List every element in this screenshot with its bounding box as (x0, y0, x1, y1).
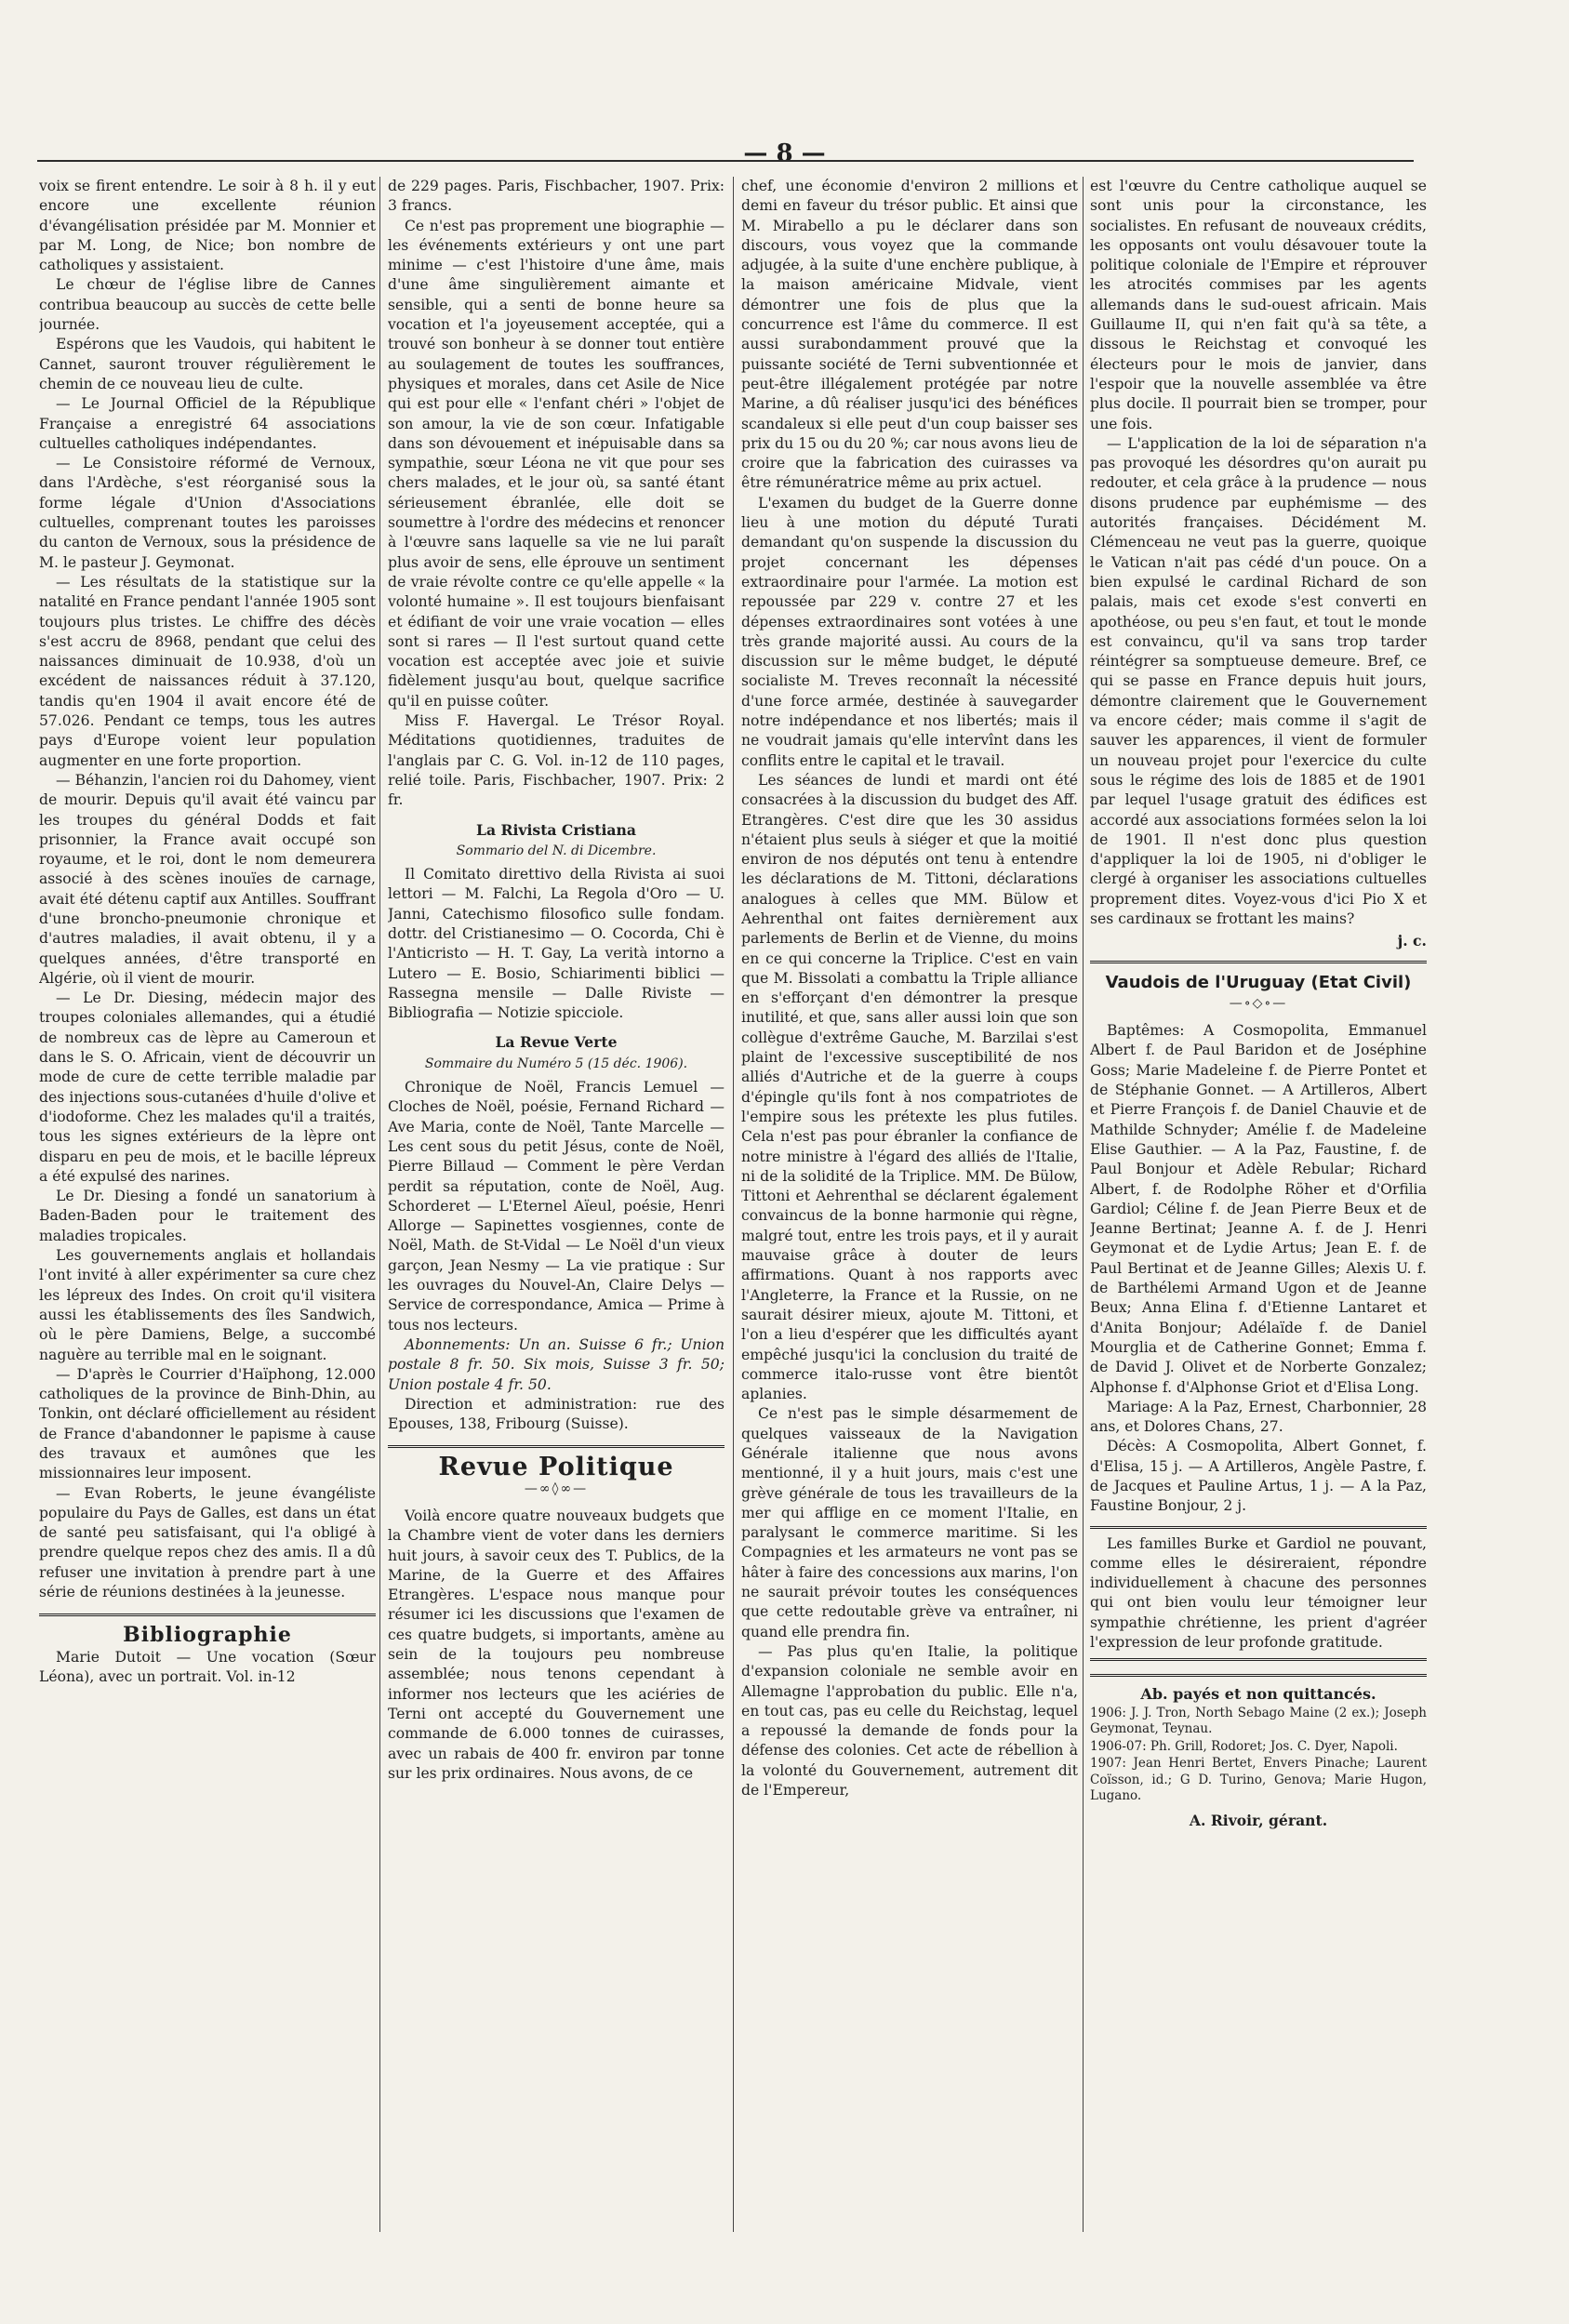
quittances-list (1090, 1706, 1427, 1805)
paragraph: — Le Consistoire réformé de Vernoux, dans l'Ardèche, s'est réorganisé sous la forme légale d'Union d'Associations cultuelles, comprenant toutes les paroisses du canton de Vernoux, sous la présidence de M. le pasteur J. Geymonat. (39, 455, 376, 571)
paragraph: Il Comitato direttivo della Rivista ai suoi lettori — M. Falchi, La Regola d'Oro — U. Janni, Catechismo filosofico sulle fondam. dottr. del Cristianesimo — O. Cocorda, Chi è l'Anticristo — H. T. Gay, La verità intorno a Lutero — E. Bosio, Schiarimenti biblici — Rassegna mensile — Dalle Riviste — Bibliografia — Notizie spicciole. (388, 866, 725, 1022)
paragraph: — Evan Roberts, le jeune évangéliste populaire du Pays de Galles, est dans un état de santé peu satisfaisant, qui l'a obligé à prendre quelque repos chez des amis. Il a dû refuser une invitation à prendre part à une série de réunions destinées à la jeunesse. (39, 1484, 376, 1601)
paragraph: Miss F. Havergal. Le Trésor Royal. Méditations quotidiennes, traduites de l'anglais par C. G. Vol. in-12 de 110 pages, relié toile. Paris, Fischbacher, 1907. Prix: 2 fr. (388, 712, 725, 809)
column-3 (741, 177, 1078, 2278)
deces-paragraph: Décès: A Cosmopolita, Albert Gonnet, f. d'Elisa, 15 j. — A Artilleros, Angèle Pastre, f. de Jacques et Pauline Artus, 1 j. — A la Paz, Faustine Bonjour, 2 j. (1090, 1438, 1427, 1515)
paragraph: — Le Dr. Diesing, médecin major des troupes coloniales allemandes, qui a étudié de nombreux cas de lèpre au Cameroun et dans le S. O. Africain, vient de découvrir un mode de cure de cette terrible maladie par des injections sous-cutanées d'huile d'olive et d'iodoforme. Chez les malades qu'il a traités, tous les signes extérieurs de la lèpre ont disparu en peu de mois, et le bacille lépreux a été expulsé des narines. (39, 989, 376, 1185)
quittance-entry: 1906: J. J. Tron, North Sebago Maine (2 ex.); Joseph Geymonat, Teynau. (1090, 1705, 1427, 1737)
paragraph: Abonnements: Un an. Suisse 6 fr.; Union postale 8 fr. 50. Six mois, Suisse 3 fr. 50; Union postale 4 fr. 50. (388, 1335, 725, 1393)
paragraph: de 229 pages. Paris, Fischbacher, 1907. Prix: 3 francs. (388, 178, 725, 215)
paragraph: — L'application de la loi de séparation n'a pas provoqué les désordres qu'on aurait pu redouter, et cela grâce à la prudence — nous disons prudence par euphémisme — des autorités françaises. Décidément M. Clémenceau ne veut pas la guerre, quoique le Vatican n'ait pas cédé d'un pouce. On a bien expulsé le cardinal Richard de son palais, mais cet exode s'est converti en apothéose, ou peu s'en faut, et tout le monde est convaincu, qu'il va sans trop tarder réintégrer sa somptueuse demeure. Bref, ce qui se passe en France depuis huit jours, démontre clairement que le Gouvernement va encore céder; mais comme il s'agit de sauver les apparences, il vient de formuler un nouveau projet pour l'exercice du culte sous le régime des lois de 1885 et de 1901 par lequel l'usage gratuit des édifices est accordé aux associations formées selon la loi de 1901. Il n'est donc plus question d'appliquer la loi de 1905, ni d'obliger le clergé à organiser les associations cultuelles proprement dites. Voyez-vous d'ici Pio X et ses cardinaux se frottant les mains? (1090, 434, 1427, 927)
column-divider (1083, 177, 1084, 2232)
ornament-divider: —∞◊∞— (524, 1481, 589, 1496)
signature: j. c. (1397, 932, 1427, 950)
header-rule (37, 160, 1414, 162)
paragraph: Le chœur de l'église libre de Cannes contribua beaucoup au succès de cette belle journée. (39, 276, 376, 334)
quittance-entry: 1906-07: Ph. Grill, Rodoret; Jos. C. Dyer, Napoli. (1090, 1738, 1398, 1754)
notice-box (1090, 1526, 1427, 1662)
bibliographie-title: Bibliographie (39, 1614, 376, 1645)
paragraph: Les séances de lundi et mardi ont été consacrées à la discussion du budget des Aff. Etrangères. C'est dire que les 30 assidus n'étaient plus seuls à siéger et que la moitié environ de nos députés ont tenu à entendre les déclarations de M. Tittoni, déclarations analogues à celles que MM. Bülow et Aehrenthal ont faites dernièrement aux parlements de Berlin et de Vienne, du moins en ce qui concerne la Triplice. C'est en vain que M. Bissolati a combattu la Triple alliance en s'efforçant d'en démontrer la presque inutilité, et que, sans aller aussi loin que son collègue d'extrême Gauche, M. Barzilai s'est plaint de l'excessive susceptibilité de nos alliés d'Autriche et de la guerre à coups d'épingle qu'ils font à nos compatriotes de l'empire sous les prétexte les plus futiles. Cela n'est pas pour ébranler la confiance de notre ministre à l'égard des alliés de l'Italie, ni de la solidité de la Triplice. MM. De Bülow, Tittoni et Aehrenthal se déclarent également convaincus de la bonne harmonie qui règne, malgré tout, entre les trois pays, et il y aurait mauvaise grâce à douter de leurs affirmations. Quant à nos rapports avec l'Angleterre, la France et la Russie, on ne saurait désirer mieux, ajoute M. Tittoni, et l'on a lieu d'espérer que les difficultés ayant empêché jusqu'ici la conclusion du traité de commerce italo-russe vont être bientôt aplanies. (741, 771, 1078, 1403)
paragraph: L'examen du budget de la Guerre donne lieu à une motion du député Turati demandant qu'on suspende la discussion du projet concernant les dépenses extraordinaire pour l'armée. La motion est repoussée par 229 v. contre 27 et les dépenses extraordinaires sont votées à une très grande majorité aussi. Au cours de la discussion sur le même budget, le député socialiste M. Treves reconnaît la nécessité d'une force armée, destinée à sauvegarder notre indépendance et nos libertés; mais il ne voudrait jamais qu'elle intervînt dans les conflits entre le capital et le travail. (741, 494, 1078, 769)
paragraph: — Le Journal Officiel de la République Française a enregistré 64 associations cultuelles catholiques indépendantes. (39, 395, 376, 452)
gerant-signature: A. Rivoir, gérant. (1189, 1811, 1328, 1829)
column-divider (733, 177, 734, 2232)
rivista-subtitle: Sommario del N. di Dicembre. (456, 843, 657, 858)
paragraph: Ce n'est pas le simple désarmement de quelques vaisseaux de la Navigation Générale italienne que nous avons mentionné, il y a huit jours, mais c'est une grève générale de tous les travailleurs de la mer qui afflige en ce moment l'Italie, en paralysant le commerce maritime. Si les Compagnies et les armateurs ne vont pas se hâter à faire des concessions aux marins, l'on ne saurait prévoir toutes les conséquences que cette redoutable grève va entraîner, ni quand elle prendra fin. (741, 1405, 1078, 1640)
column-4 (1090, 177, 1427, 2278)
paragraph: Le Dr. Diesing a fondé un sanatorium à Baden-Baden pour le traitement des maladies tropicales. (39, 1188, 376, 1244)
column-1 (39, 177, 376, 2278)
ornament-divider: —∘◇∘— (1229, 995, 1288, 1011)
column-2 (388, 177, 725, 2278)
mariage-paragraph: Mariage: A la Paz, Ernest, Charbonnier, 28 ans, et Dolores Chans, 27. (1090, 1398, 1427, 1436)
paragraph: Espérons que les Vaudois, qui habitent le Cannet, sauront trouver régulièrement le chemin de ce nouveau lieu de culte. (39, 336, 376, 392)
paragraph: — Béhanzin, l'ancien roi du Dahomey, vient de mourir. Depuis qu'il avait été vaincu par les troupes du général Dodds et fait prisonnier, la France avait occupé son royaume, et le roi, dont le nom demeurera associé à des scènes inouïes de carnage, avait été détenu captif aux Antilles. Souffrant d'une broncho-pneumonie chronique et d'autres maladies, il avait obtenu, il y a quelques années, d'être transporté en Algérie, où il vient de mourir. (39, 771, 376, 987)
paragraph: chef, une économie d'environ 2 millions et demi en faveur du trésor public. Et ainsi que M. Mirabello a pu le déclarer dans son discours, vous voyez que la commande adjugée, à la suite d'une enchère publique, à la maison américaine Midvale, vient démontrer une fois de plus que la concurrence est l'âme du commerce. Il est aussi surabondamment prouvé que la puissante société de Terni subventionnée et peut-être illégalement protégée par notre Marine, a dû réaliser jusqu'ici des bénéfices scandaleux si elle peut d'un coup baisser ses prix du 15 ou du 20 %; car nous avons lieu de croire que la fabrication des cuirasses va être rémunératrice même au prix actuel. (741, 178, 1078, 492)
paragraph: — D'après le Courrier d'Haïphong, 12.000 catholiques de la province de Binh-Dhin, au Tonkin, ont déclaré officiellement au résident de France d'abandonner le papisme à cause des travaux et aumônes que les missionnaires leur imposent. (39, 1365, 376, 1482)
paragraph: Chronique de Noël, Francis Lemuel — Cloches de Noël, poésie, Fernand Richard — Ave Maria, conte de Noël, Tante Marcelle — Les cent sous du petit Jésus, conte de Noël, Pierre Billaud — Comment le père Verdan perdit sa réputation, conte de Noël, Aug. Schorderet — L'Eternel Aïeul, poésie, Henri Allorge — Sapinettes vosgiennes, conte de Noël, Math. de St-Vidal — Le Noël d'un vieux garçon, Jean Nesmy — La vie pratique : Sur les ouvrages du Nouvel-An, Claire Delys — Service de correspondance, Amica — Prime à tous nos lecteurs. (388, 1079, 725, 1334)
column-divider (379, 177, 380, 2232)
baptemes-paragraph: Baptêmes: A Cosmopolita, Emmanuel Albert f. de Paul Baridon et de Joséphine Goss; Marie Madeleine f. de Pierre Pontet et de Stéphanie Gonnet. — A Artilleros, Albert et Pierre François f. de Daniel Chauvie et de Mathilde Schnyder; Amélie f. de Madeleine Elise Gauthier. — A la Paz, Faustine, f. de Paul Bonjour et Adèle Rebular; Richard Albert, f. de Rodolphe Röher et d'Orfilia Gardiol; Céline f. de Jean Pierre Beux et de Jeanne Bertinat; Jeanne A. f. de J. Henri Geymonat et de Lydie Artus; Jean E. f. de Paul Bertinat et de Jeanne Gilles; Alexis U. f. de Barthélemi Armand Ugon et de Jeanne Beux; Anna Elina f. d'Etienne Lantaret et d'Anita Bonjour; Adélaïde f. de Daniel Mourglia et de Catherine Gonnet; Emma f. de David J. Olivet et de Norberte Gonzalez; Alphonse f. d'Alphonse Griot et d'Elisa Long. (1090, 1022, 1427, 1396)
paragraph: — Les résultats de la statistique sur la natalité en France pendant l'année 1905 sont toujours plus tristes. Le chiffre des décès s'est accru de 8968, pendant que celui des naissances diminuait de 10.938, d'où un excédent de naissances réduit à 37.120, tandis qu'en 1904 il avait encore été de 57.026. Pendant ce temps, tous les autres pays d'Europe voient leur population augmenter en une forte proportion. (39, 573, 376, 769)
paragraph: Marie Dutoit — Une vocation (Sœur Léona), avec un portrait. Vol. in-12 (39, 1648, 376, 1685)
uruguay-title: Vaudois de l'Uruguay (Etat Civil) (1090, 961, 1427, 992)
paragraph: Voilà encore quatre nouveaux budgets que la Chambre vient de voter dans les derniers huit jours, à savoir ceux des T. Publics, de la Marine, de la Guerre et des Affaires Etrangères. L'espace nous manque pour résumer ici les discussions que l'examen de ces quatre budgets, si importants, amène au sein de la toujours peu nombreuse assemblée; nous tenons cependant à informer nos lecteurs que les aciéries de Terni ont accepté du Gouvernement une commande de 6.000 tonnes de cuirasses, avec un rabais de 400 fr. environ par tonne sur les prix ordinaires. Nous avons, de ce (388, 1507, 725, 1782)
paragraph: Ce n'est pas proprement une biographie — les événements extérieurs y ont une part minime — c'est l'histoire d'une âme, mais d'une âme singulièrement aimante et sensible, qui a senti de bonne heure sa vocation et l'a joyeusement acceptée, qui a trouvé son bonheur à se donner tout entière au soulagement de toutes les souffrances, physiques et morales, dans cet Asile de Nice qui est pour elle « l'enfant chéri » l'objet de son amour, la vie de son cœur. Infatigable dans son dévouement et inépuisable dans sa sympathie, sœur Léona ne vit que pour ses chers malades, et le jour où, sa santé étant sérieusement ébranlée, elle doit se soumettre à l'ordre des médecins et renoncer à l'œuvre sans laquelle sa vie ne lui paraît plus avoir de sens, elle éprouve un sentiment de vraie révolte contre ce qu'elle appelle « la volonté humaine ». Il est toujours bienfaisant et édifiant de voir une vraie vocation — elles sont si rares — Il l'est surtout quand cette vocation est acceptée avec joie et suivie fidèlement jusqu'au bout, quelque sacrifice qu'il en puisse coûter. (388, 217, 725, 710)
paragraph: Direction et administration: rue des Epouses, 138, Fribourg (Suisse). (388, 1395, 725, 1433)
rivista-title: La Rivista Cristiana (476, 820, 636, 839)
quittance-entry: 1907: Jean Henri Bertet, Envers Pinache; Laurent Coïsson, id.; G D. Turino, Genova; Marie Hugon, Lugano. (1090, 1756, 1427, 1804)
notice-text: Les familles Burke et Gardiol ne pouvant, comme elles le désireraient, répondre individuellement à chacune des personnes qui ont bien voulu leur témoigner leur sympathie chrétienne, les prient d'agréer l'expression de leur profonde gratitude. (1090, 1534, 1427, 1652)
paragraph: Les gouvernements anglais et hollandais l'ont invité à aller expérimenter sa cure chez les lépreux des Indes. On croit qu'il visitera aussi les établissements des îles Sandwich, où le père Damiens, Belge, a succombé naguère au terrible mal en le soignant. (39, 1247, 376, 1363)
paragraph: — Pas plus qu'en Italie, la politique d'expansion coloniale ne semble avoir en Allemagne l'approbation du public. Elle n'a, en tout cas, pas eu celle du Reichstag, lequel a repoussé la demande de fonds pour la défense des colonies. Cet acte de rébellion à la volonté du Gouvernement, autrement dit de l'Empereur, (741, 1642, 1078, 1799)
quittances-title: Ab. payés et non quittancés. (1090, 1674, 1427, 1704)
revue-politique-title: Revue Politique (388, 1445, 725, 1477)
revue-verte-title: La Revue Verte (495, 1033, 618, 1052)
revue-verte-subtitle: Sommaire du Numéro 5 (15 déc. 1906). (424, 1056, 688, 1071)
paragraph: est l'œuvre du Centre catholique auquel se sont unis pour la circonstance, les socialistes. En refusant de nouveaux crédits, les opposants ont voulu désavouer toute la politique coloniale de l'Empire et réprouver les atrocités commises par les agents allemands dans le sud-ouest africain. Mais Guillaume II, qui n'en fait qu'à sa tête, a dissous le Reichstag et convoqué les électeurs pour le mois de janvier, dans l'espoir que la nouvelle assemblée va être plus docile. Il pourrait bien se tromper, pour une fois. (1090, 178, 1427, 432)
paragraph: voix se firent entendre. Le soir à 8 h. il y eut encore une excellente réunion d'évangélisation présidée par M. Monnier et par M. Long, de Nice; bon nombre de catholiques y assistaient. (39, 178, 376, 274)
page-number: — 8 — (743, 139, 826, 167)
